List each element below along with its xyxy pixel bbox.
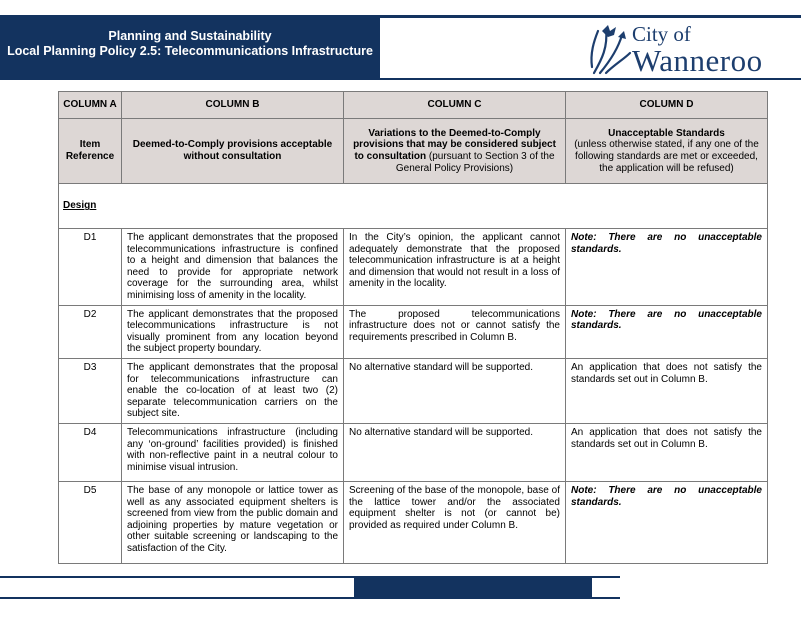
row-column-d: Note: There are no unacceptable standards. bbox=[566, 305, 768, 358]
row-column-c: Screening of the base of the monopole, base of the lattice tower and/or the associated equipment shelter is not (or cannot be) provided as required under Column B. bbox=[344, 481, 566, 563]
column-b-header: COLUMN B bbox=[122, 92, 344, 119]
logo-wanneroo: Wanneroo bbox=[632, 43, 763, 78]
row-ref: D3 bbox=[59, 358, 122, 423]
variations-header bbox=[344, 119, 566, 184]
row-column-b: The applicant demonstrates that the proposal for telecommunications infrastructure can enable the co-location of at least two (2) separate telecommunication carriers on the subject site. bbox=[122, 358, 344, 423]
unacceptable-header-bold: Unacceptable Standards bbox=[608, 127, 725, 139]
row-ref: D2 bbox=[59, 305, 122, 358]
row-column-b: Telecommunications infrastructure (including any ‘on-ground’ facilities provided) is finished with non-reflective paint in a neutral colour to minimise visual intrusion. bbox=[122, 423, 344, 481]
unacceptable-header-note: (unless otherwise stated, if any one of the following standards are met or exceeded, the application will be refused) bbox=[574, 139, 759, 174]
variations-header-bold: Variations to the Deemed-to-Comply provisions that may be considered subject to consultation bbox=[353, 127, 556, 162]
logo-city-of: City of bbox=[632, 22, 691, 46]
section-row-design bbox=[59, 184, 768, 229]
city-logo-text bbox=[632, 22, 763, 76]
unacceptable-header bbox=[566, 119, 768, 184]
table-row bbox=[59, 423, 768, 481]
column-subheader-row bbox=[59, 119, 768, 184]
deemed-to-comply-header: Deemed-to-Comply provisions acceptable without consultation bbox=[122, 119, 344, 184]
row-column-c: The proposed telecommunications infrastructure does not or cannot satisfy the requirements prescribed in Column B. bbox=[344, 305, 566, 358]
row-column-b: The applicant demonstrates that the proposed telecommunications infrastructure is not visually prominent from any location beyond the subject property boundary. bbox=[122, 305, 344, 358]
row-column-b: The applicant demonstrates that the proposed telecommunications infrastructure is confined to a height and dimension that balances the need to provide for appropriate network coverage for the surrounding area, whilst minimising loss of amenity in the locality. bbox=[122, 229, 344, 306]
row-column-d: Note: There are no unacceptable standards. bbox=[566, 229, 768, 306]
header-title-line1: Planning and Sustainability bbox=[108, 29, 272, 43]
table-row bbox=[59, 481, 768, 563]
table-row bbox=[59, 229, 768, 306]
variations-header-note: (pursuant to Section 3 of the General Policy Provisions) bbox=[395, 151, 555, 174]
row-ref: D5 bbox=[59, 481, 122, 563]
policy-table bbox=[58, 91, 768, 564]
row-column-d: Note: There are no unacceptable standards. bbox=[566, 481, 768, 563]
row-column-c: In the City’s opinion, the applicant cannot adequately demonstrate that the proposed telecommunication infrastructure is at a height and dimension that would not result in a loss of amenity in the locality. bbox=[344, 229, 566, 306]
row-column-d: An application that does not satisfy the standards set out in Column B. bbox=[566, 358, 768, 423]
column-c-header: COLUMN C bbox=[344, 92, 566, 119]
row-column-c: No alternative standard will be supported. bbox=[344, 358, 566, 423]
table-row bbox=[59, 305, 768, 358]
item-reference-header: Item Reference bbox=[59, 119, 122, 184]
section-title: Design bbox=[59, 184, 768, 229]
column-a-header: COLUMN A bbox=[59, 92, 122, 119]
column-header-row bbox=[59, 92, 768, 119]
footer-block bbox=[354, 578, 592, 597]
header-title-line2: Local Planning Policy 2.5: Telecommunications Infrastructure bbox=[7, 44, 373, 58]
footer-bottom-rule bbox=[0, 597, 620, 599]
table-row bbox=[59, 358, 768, 423]
row-ref: D4 bbox=[59, 423, 122, 481]
row-column-d: An application that does not satisfy the standards set out in Column B. bbox=[566, 423, 768, 481]
header-title-band bbox=[0, 18, 380, 80]
header-bottom-rule bbox=[380, 78, 801, 80]
column-d-header: COLUMN D bbox=[566, 92, 768, 119]
row-ref: D1 bbox=[59, 229, 122, 306]
row-column-c: No alternative standard will be supported. bbox=[344, 423, 566, 481]
row-column-b: The base of any monopole or lattice tower as well as any associated equipment shelters is screened from view from the public domain and adjoining properties by mature vegetation or other suitable screening or landscaping to the satisfaction of the City. bbox=[122, 481, 344, 563]
